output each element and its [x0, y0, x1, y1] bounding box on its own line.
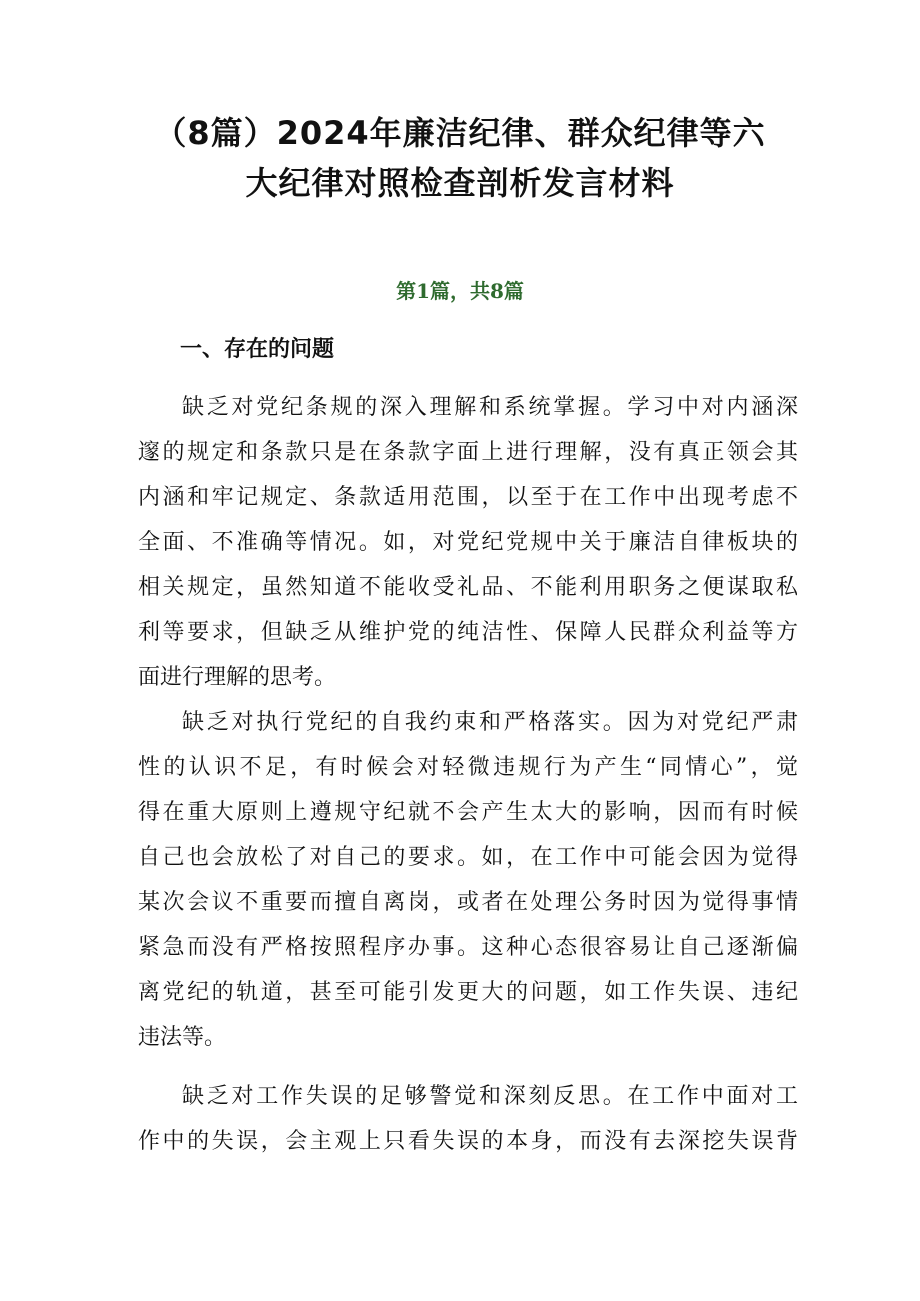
paragraph-line: 缺乏对党纪条规的深入理解和系统掌握。学习中对内涵深 — [182, 395, 798, 420]
paragraph-3 — [138, 1074, 798, 1164]
paragraph-line: 缺乏对工作失误的足够警觉和深刻反思。在工作中面对工 — [182, 1084, 798, 1109]
paragraph-line: 全面、不准确等情况。如，对党纪党规中关于廉洁自律板块的 — [138, 530, 798, 555]
paragraph-line: 某次会议不重要而擅自离岗，或者在处理公务时因为觉得事情 — [138, 890, 798, 915]
paragraph-line: 自己也会放松了对自己的要求。如，在工作中可能会因为觉得 — [138, 845, 798, 870]
paragraph-line: 性的认识不足，有时候会对轻微违规行为产生“同情心”，觉 — [138, 755, 798, 780]
paragraph-line: 作中的失误，会主观上只看失误的本身，而没有去深挖失误背 — [138, 1129, 798, 1154]
paragraph-line: 紧急而没有严格按照程序办事。这种心态很容易让自己逐渐偏 — [138, 935, 798, 960]
paragraph-1 — [138, 385, 798, 700]
paragraph-line: 内涵和牢记规定、条款适用范围，以至于在工作中出现考虑不 — [138, 485, 798, 510]
paragraph-line: 得在重大原则上遵规守纪就不会产生太大的影响，因而有时候 — [138, 800, 798, 825]
paragraph-line: 利等要求，但缺乏从维护党的纯洁性、保障人民群众利益等方 — [138, 620, 798, 645]
paragraph-line: 面进行理解的思考。 — [138, 665, 337, 690]
paragraph-2 — [138, 700, 798, 1060]
paragraph-line: 邃的规定和条款只是在条款字面上进行理解，没有真正领会其 — [138, 440, 798, 465]
paragraph-line: 缺乏对执行党纪的自我约束和严格落实。因为对党纪严肃 — [182, 710, 798, 735]
section-heading: 一、存在的问题 — [180, 337, 335, 362]
document-title-line-2: 大纪律对照检查剖析发言材料 — [245, 164, 675, 202]
paragraph-line: 相关规定，虽然知道不能收受礼品、不能利用职务之便谋取私 — [138, 575, 798, 600]
paragraph-line: 离党纪的轨道，甚至可能引发更大的问题，如工作失误、违纪 — [138, 980, 798, 1005]
document-title-line-1: （8篇）2024年廉洁纪律、群众纪律等六 — [154, 114, 766, 152]
paragraph-line: 违法等。 — [138, 1025, 227, 1050]
part-label: 第1篇，共8篇 — [396, 279, 524, 303]
